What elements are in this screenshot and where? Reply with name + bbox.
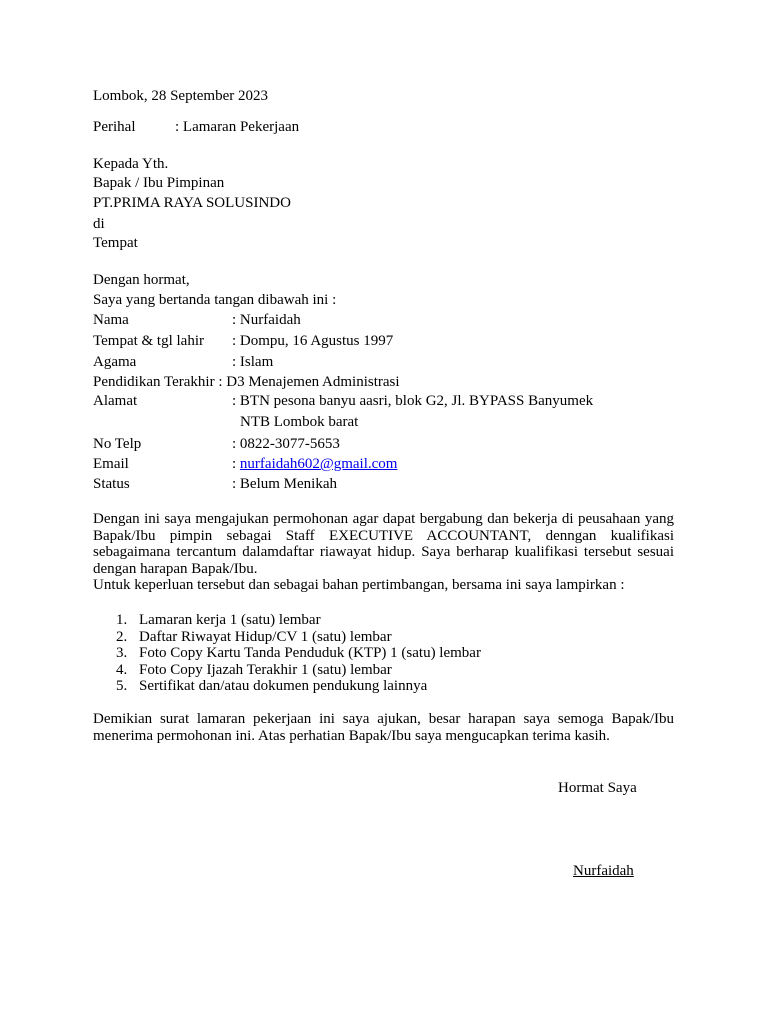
place-date: Lombok, 28 September 2023 xyxy=(93,88,268,104)
field-address-label: Alamat xyxy=(93,393,138,409)
field-phone xyxy=(93,435,340,453)
subject-line xyxy=(93,118,300,136)
list-item xyxy=(116,629,481,646)
list-item-number: 3. xyxy=(116,645,128,661)
field-email-prefix: : xyxy=(232,456,240,472)
field-phone-label: No Telp xyxy=(93,436,142,452)
body-row-3: sebagaimana tercantum dalamdaftar riawayat hidup. Saya berharap kualifikasi tersebut sesuai xyxy=(93,544,674,560)
subject-value: : Lamaran Pekerjaan xyxy=(175,119,300,135)
list-item-number: 1. xyxy=(116,612,128,628)
field-name-value: : Nurfaidah xyxy=(232,312,301,328)
signature-name: Nurfaidah xyxy=(573,863,634,879)
email-link[interactable]: nurfaidah602@gmail.com xyxy=(239,456,398,472)
list-item-text: Foto Copy Kartu Tanda Penduduk (KTP) 1 (satu) lembar xyxy=(139,645,481,661)
closing-row-1: Demikian surat lamaran pekerjaan ini saya ajukan, besar harapan saya semoga Bapak/Ibu xyxy=(93,711,674,727)
sign-off: Hormat Saya xyxy=(558,780,637,796)
body-row-1: Dengan ini saya mengajukan permohonan agar dapat bergabung dan bekerja di peusahaan yang xyxy=(93,511,674,527)
list-item xyxy=(116,645,481,662)
subject-label: Perihal xyxy=(93,119,136,135)
field-name-label: Nama xyxy=(93,312,129,328)
field-email-value-wrap xyxy=(232,455,397,473)
field-email-label: Email xyxy=(93,456,129,472)
field-email xyxy=(93,455,398,473)
list-item-text: Lamaran kerja 1 (satu) lembar xyxy=(139,612,321,628)
field-phone-value: : 0822-3077-5653 xyxy=(232,436,340,452)
closing-row-2: menerima permohonan ini. Atas perhatian Bapak/Ibu saya mengucapkan terima kasih. xyxy=(93,727,610,744)
list-item-number: 4. xyxy=(116,661,128,678)
field-status-label: Status xyxy=(93,476,130,492)
field-birth-label: Tempat & tgl lahir xyxy=(93,333,205,349)
field-religion-label: Agama xyxy=(93,354,137,370)
field-status-value: : Belum Menikah xyxy=(232,476,337,492)
attachment-list xyxy=(116,612,481,695)
recipient-line-5: Tempat xyxy=(93,235,138,251)
recipient-company: PT.PRIMA RAYA SOLUSINDO xyxy=(93,195,291,211)
list-item xyxy=(116,612,481,629)
recipient-line-2: Bapak / Ibu Pimpinan xyxy=(93,175,225,191)
field-education xyxy=(93,373,400,391)
greeting: Dengan hormat, xyxy=(93,272,190,288)
field-education-label: Pendidikan Terakhir xyxy=(93,374,215,390)
field-name xyxy=(93,311,301,329)
recipient-line-4: di xyxy=(93,216,105,232)
recipient-line-1: Kepada Yth. xyxy=(93,156,169,172)
list-item-number: 2. xyxy=(116,628,128,645)
intro-text: Saya yang bertanda tangan dibawah ini : xyxy=(93,292,337,308)
body-paragraph xyxy=(93,511,674,594)
list-item-text: Foto Copy Ijazah Terakhir 1 (satu) lembar xyxy=(139,661,392,678)
field-religion xyxy=(93,353,274,371)
field-address-value: : BTN pesona banyu aasri, blok G2, Jl. BYPASS Banyumek xyxy=(232,393,594,409)
field-address xyxy=(93,392,594,410)
body-row-2: Bapak/Ibu pimpin sebagai Staff EXECUTIVE ACCOUNTANT, denngan kualifikasi xyxy=(93,527,674,544)
body-row-4: dengan harapan Bapak/Ibu. xyxy=(93,560,258,577)
list-item-text: Sertifikat dan/atau dokumen pendukung lainnya xyxy=(139,678,428,694)
field-status xyxy=(93,475,337,493)
list-item xyxy=(116,678,481,695)
field-address-value-2: NTB Lombok barat xyxy=(240,414,359,430)
closing-paragraph xyxy=(93,711,674,744)
body-row-5: Untuk keperluan tersebut dan sebagai bahan pertimbangan, bersama ini saya lampirkan : xyxy=(93,577,625,593)
field-birth-value: : Dompu, 16 Agustus 1997 xyxy=(232,333,394,349)
field-education-value: : D3 Menajemen Administrasi xyxy=(214,374,400,390)
field-religion-value: : Islam xyxy=(232,354,274,370)
list-item xyxy=(116,662,481,679)
list-item-text: Daftar Riwayat Hidup/CV 1 (satu) lembar xyxy=(139,628,392,645)
field-birth xyxy=(93,332,394,350)
list-item-number: 5. xyxy=(116,678,128,694)
